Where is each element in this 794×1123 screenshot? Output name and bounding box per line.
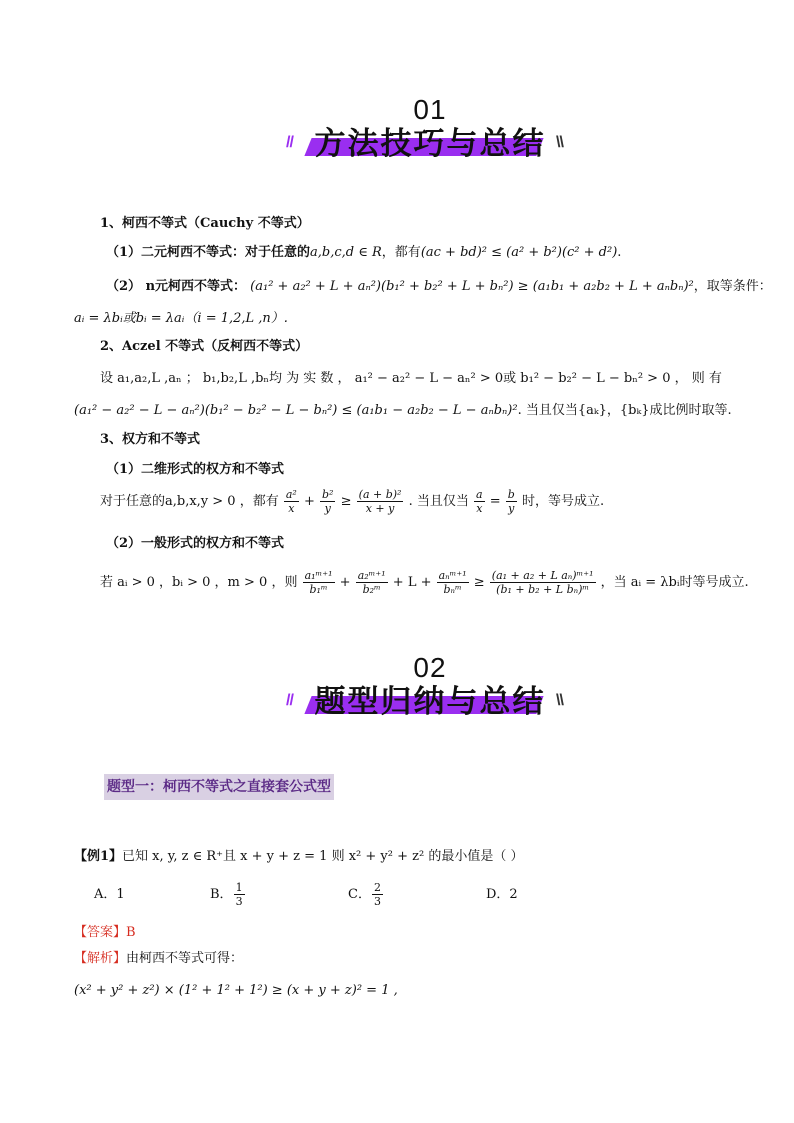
line-aczel-assumption: 设 a₁,a₂,L ,aₙ ； b₁,b₂,L ,bₙ均 为 实 数 ， a₁² − a₂² − L − aₙ² > 0或 b₁² − b₂² − L − bₙ² > 0 ， 则 有 [100,371,722,386]
section-number: 02 [413,652,447,683]
heading-cauchy: 1、柯西不等式（Cauchy 不等式） [100,216,310,231]
section-banner-02 [280,652,580,732]
fraction: $\frac{\text{(a + b)²}}{x + y}$ [358,488,402,515]
option-b: B． $\frac{1}{3}$ [210,881,243,908]
subheading-2d-power-sum: （1）二维形式的权方和不等式 [106,462,285,477]
line-2d-power-sum: 对于任意的a,b,x,y > 0 ，都有 $\frac{\text{a²}}{x}$ + $\frac{\text{b²}}{y}$ ≥ $\frac{\text{(a + b)²}}{x + y}$ . 当且仅当 $\frac{a}{x}$ = $\frac{b}{y}$ 时，等号成立. [100,488,605,515]
example-question: 【例1】已知 x, y, z ∈ R⁺且 x + y + z = 1 则 x² + y² + z² 的最小值是（ ） [74,849,524,864]
section-number: 01 [413,94,447,125]
subheading-general-power-sum: （2）一般形式的权方和不等式 [106,536,285,551]
option-a: A．1 [94,887,125,902]
section-banner-01 [280,94,580,174]
section-title: 题型归纳与总结 [314,684,546,720]
fraction: $\frac{\text{a₁ᵐ⁺¹}}{\text{b₁ᵐ}}$ [304,569,333,596]
right-slash-decoration: \\ [556,134,563,151]
fraction: $\frac{\text{(a₁ + a₂ + L aₙ)ᵐ⁺¹}}{\text{(b₁ + b₂ + L bₙ)ᵐ}}$ [491,569,594,596]
option-c: C． $\frac{2}{3}$ [348,881,381,908]
right-slash-decoration: \\ [556,692,563,709]
fraction: $\frac{1}{3}$ [235,881,243,908]
line-equality-condition: aᵢ = λbᵢ或bᵢ = λaᵢ（i = 1,2,L ,n）. [74,311,288,326]
fraction: $\frac{\text{aₙᵐ⁺¹}}{\text{bₙᵐ}}$ [438,569,467,596]
problem-type-tag: 题型一：柯西不等式之直接套公式型 [104,774,334,800]
left-slash-decoration: // [286,134,293,151]
fraction: $\frac{\text{a²}}{x}$ [285,488,297,515]
fraction: $\frac{b}{y}$ [507,488,515,515]
analysis-line: 【解析】由柯西不等式可得： [74,951,244,966]
section-title: 方法技巧与总结 [314,126,546,162]
line-nd-cauchy: （2） n元柯西不等式： (a₁² + a₂² + L + aₙ²)(b₁² + b₂² + L + bₙ²) ≥ (a₁b₁ + a₂b₂ + L + aₙbₙ)²，取等条件： [106,279,772,294]
answer-line: 【答案】B [74,925,136,940]
left-slash-decoration: // [286,692,293,709]
line-general-power-sum: 若 aᵢ > 0 ，bᵢ > 0 ，m > 0 ，则 $\frac{\text{a₁ᵐ⁺¹}}{\text{b₁ᵐ}}$ + $\frac{\text{a₂ᵐ⁺¹}}{\text{b₂ᵐ}}$ + L + $\frac{\text{aₙᵐ⁺¹}}{\text{bₙᵐ}}$ ≥ $\frac{\text{(a₁ + a₂ + L aₙ)ᵐ⁺¹}}{\text{(b₁ + b₂ + L bₙ)ᵐ}}$ ，当 aᵢ = λbᵢ时等号成立. [100,569,749,596]
line-2d-cauchy: （1）二元柯西不等式：对于任意的a,b,c,d ∈ R，都有(ac + bd)² ≤ (a² + b²)(c² + d²). [106,245,622,260]
fraction: $\frac{a}{x}$ [476,488,483,515]
analysis-formula: (x² + y² + z²) × (1² + 1² + 1²) ≥ (x + y + z)² = 1 , [74,983,398,998]
line-aczel-formula: (a₁² − a₂² − L − aₙ²)(b₁² − b₂² − L − bₙ²) ≤ (a₁b₁ − a₂b₂ − L − aₙbₙ)². 当且仅当{aₖ}，{bₖ}成比例时取等. [74,403,732,418]
heading-power-sum: 3、权方和不等式 [100,432,201,447]
fraction: $\frac{\text{a₂ᵐ⁺¹}}{\text{b₂ᵐ}}$ [357,569,386,596]
heading-aczel: 2、Aczel 不等式（反柯西不等式） [100,339,309,354]
fraction: $\frac{\text{b²}}{y}$ [322,488,334,515]
fraction: $\frac{2}{3}$ [373,881,381,908]
option-d: D．2 [486,887,518,902]
